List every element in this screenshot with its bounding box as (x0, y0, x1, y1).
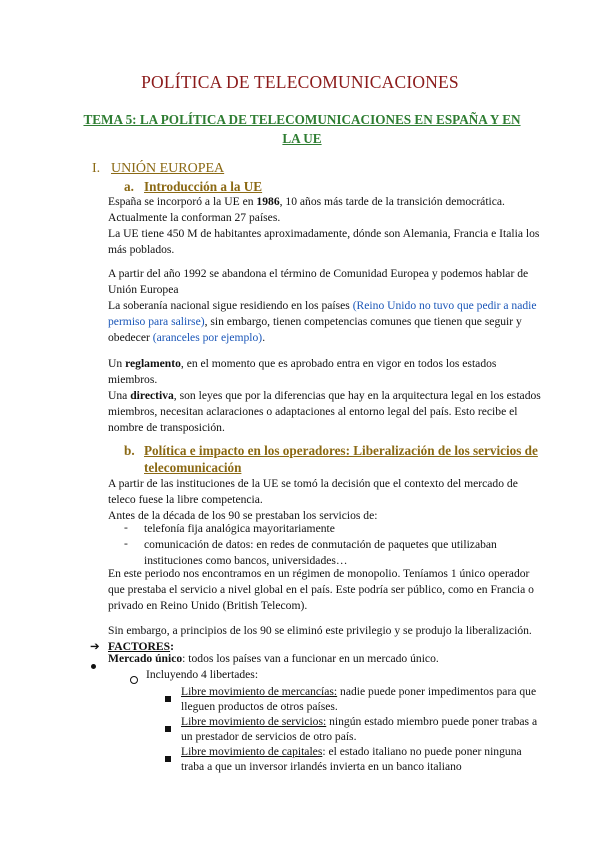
dash-marker: - (124, 537, 128, 550)
paragraph-line: En este periodo nos encontramos en un régimen de monopolio. Teníamos 1 único operador (108, 567, 530, 580)
bullet-square-icon (165, 689, 171, 707)
paragraph-line: La soberanía nacional sigue residiendo en los países (Reino Unido no tuvo que pedir a nadie (108, 299, 537, 312)
subsection-b-title: telecomunicación (144, 460, 242, 475)
paragraph-line: privado en Reino Unido (British Telecom). (108, 599, 308, 612)
list-item: Incluyendo 4 libertades: (146, 668, 259, 681)
paragraph-line: España se incorporó a la UE en 1986, 10 años más tarde de la transición democrática. (108, 195, 505, 208)
subsection-b-letter: b. (124, 443, 135, 458)
paragraph-line: A partir del año 1992 se abandona el término de Comunidad Europea y podemos hablar de (108, 267, 529, 280)
libertad-item: lleguen productos de otros países. (181, 700, 338, 713)
paragraph-line: Actualmente la conforman 27 países. (108, 211, 281, 224)
paragraph-line: A partir de las instituciones de la UE se tomó la decisión que el contexto del mercado de (108, 477, 518, 490)
libertad-item: traba a que un inversor irlandés invierta en un banco italiano (181, 760, 462, 773)
paragraph-line: La UE tiene 450 M de habitantes aproximadamente, dónde son Alemania, Francia e Italia los (108, 227, 540, 240)
subsection-a-title: Introducción a la UE (144, 179, 263, 194)
libertad-item: un prestador de servicios de otro país. (181, 730, 357, 743)
list-item: comunicación de datos: en redes de conmutación de paquetes que utilizaban (144, 538, 497, 551)
paragraph-line: miembros, necesitan aclaraciones o adaptaciones al entorno legal del país. Esto recibe el (108, 405, 518, 418)
paragraph-line: obedecer (aranceles por ejemplo). (108, 331, 266, 344)
libertad-item: Libre movimiento de servicios: ningún estado miembro puede poner trabas a (181, 715, 538, 728)
subsection-b-title: Política e impacto en los operadores: Liberalización de los servicios de (144, 443, 538, 458)
section-title: UNIÓN EUROPEA (111, 161, 225, 176)
libertad-item: Libre movimiento de mercancías: nadie puede poner impedimentos para que (181, 685, 537, 698)
list-item: telefonía fija analógica mayoritariamente (144, 522, 335, 535)
bullet-square-icon (165, 749, 171, 767)
paragraph-line: miembros. (108, 373, 158, 386)
paragraph-line: más poblados. (108, 243, 175, 256)
bullet-dot-icon (91, 656, 96, 674)
paragraph-line: Unión Europea (108, 283, 179, 296)
arrow-icon: ➔ (90, 640, 100, 653)
libertad-item: Libre movimiento de capitales: el estado italiano no puede poner ninguna (181, 745, 522, 758)
paragraph-line: teleco fuese la libre competencia. (108, 493, 263, 506)
list-item: instituciones como bancos, universidades… (144, 554, 348, 567)
bullet-circle-icon (130, 671, 138, 689)
factores-heading: FACTORES: (108, 640, 174, 653)
paragraph-line: Sin embargo, a principios de los 90 se eliminó este privilegio y se produjo la liberalización. (108, 624, 532, 637)
chapter-subtitle: TEMA 5: LA POLÍTICA DE TELECOMUNICACIONES EN ESPAÑA Y EN LA UE (83, 112, 521, 146)
bullet-square-icon (165, 719, 171, 737)
paragraph-line: Un reglamento, en el momento que es aprobado entra en vigor en todos los estados (108, 357, 497, 370)
paragraph-line: permiso para salirse), sin embargo, tienen competencias comunes que tienen que seguir y (108, 315, 522, 328)
section-number: I. (92, 161, 101, 176)
document-title: POLÍTICA DE TELECOMUNICACIONES (141, 72, 459, 92)
paragraph-line: nombre de transposición. (108, 421, 225, 434)
paragraph-line: que prestaba el servicio a nivel global en el país. Este podría ser público, como en Francia o (108, 583, 534, 596)
list-item: Mercado único: todos los países van a funcionar en un mercado único. (108, 652, 439, 665)
subsection-a-letter: a. (124, 179, 134, 194)
dash-marker: - (124, 521, 128, 534)
paragraph-line: Antes de la década de los 90 se prestaban los servicios de: (108, 509, 378, 522)
paragraph-line: Una directiva, son leyes que por la diferencias que hay en la arquitectura legal en los estados (108, 389, 541, 402)
